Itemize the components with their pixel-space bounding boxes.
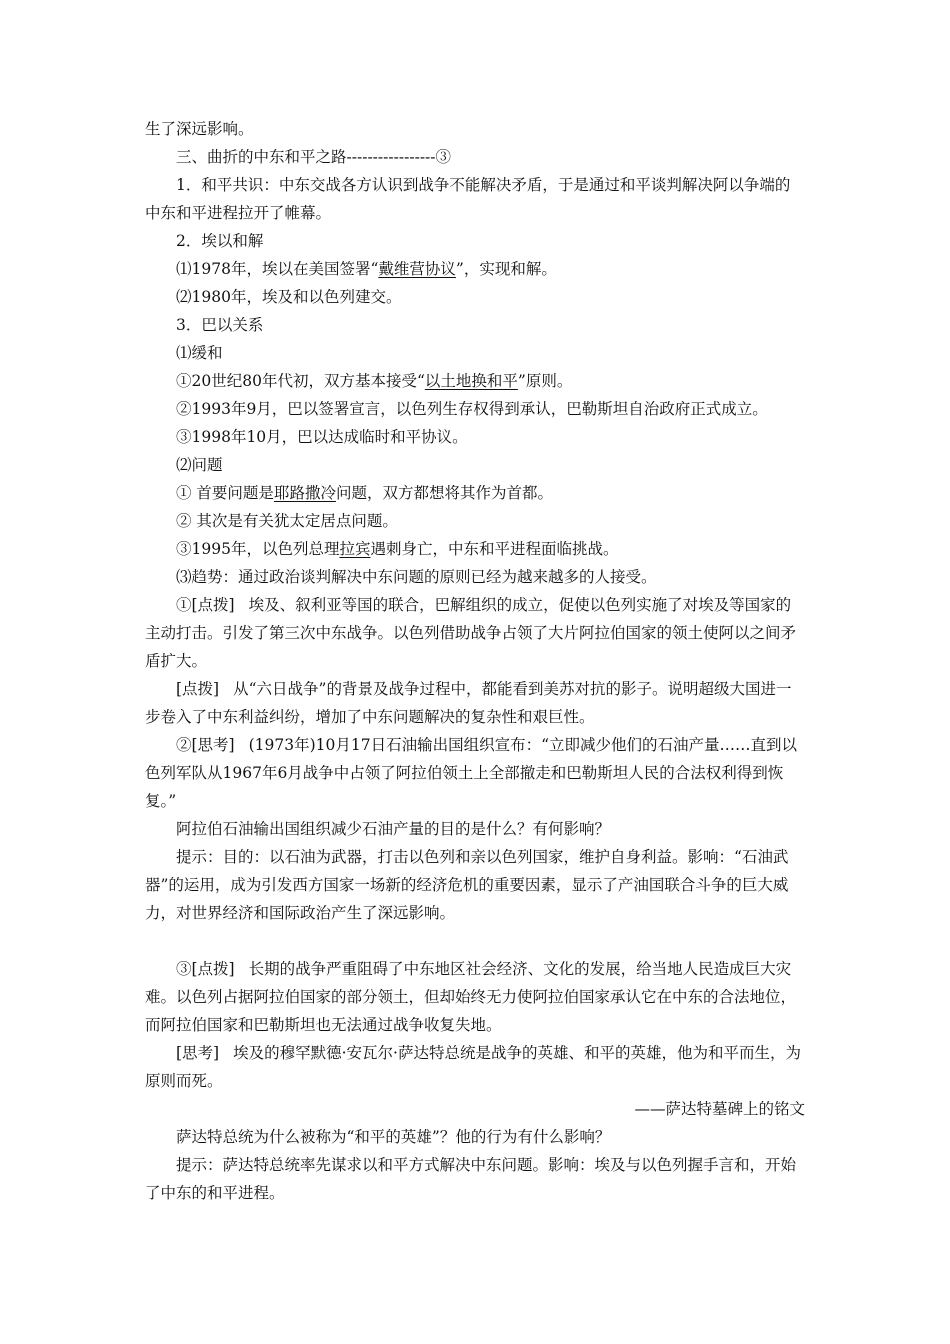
item-1993: ②1993年9月，巴以签署宣言，以色列生存权得到承认，巴勒斯坦自治政府正式成立。 <box>176 400 768 418</box>
note-think-2: [思考] 埃及的穆罕默德·安瓦尔·萨达特总统是战争的英雄、和平的英雄，他为和平而生，为原则而死。 <box>145 1044 801 1090</box>
underlined-term: 拉宾 <box>339 540 371 558</box>
item-jerusalem: ① 首要问题是耶路撒冷问题，双方都想将其作为首都。 <box>176 484 553 502</box>
heading-palestine-israel: 3．巴以关系 <box>176 316 264 334</box>
answer-2: 提示：萨达特总统率先谋求以和平方式解决中东问题。影响：埃及与以色列握手言和，开始了中东的和平进程。 <box>145 1156 797 1202</box>
section-heading: 三、曲折的中东和平之路-----------------③ <box>176 148 452 166</box>
paragraph-continuation: 生了深远影响。 <box>145 120 254 138</box>
subheading-problems: ⑵问题 <box>176 456 223 474</box>
item-settlements: ② 其次是有关犹太定居点问题。 <box>176 512 398 530</box>
note-pointer-1: ①[点拨] 埃及、叙利亚等国的联合，巴解组织的成立，促使以色列实施了对埃及等国家的主动打击。引发了第三次中东战争。以色列借助战争占领了大片阿拉伯国家的领土使阿以之间矛盾扩大。 <box>145 596 797 670</box>
underlined-term: 耶路撒冷 <box>273 484 336 502</box>
underlined-term: 以土地换和平 <box>424 372 518 390</box>
item-1995: ③1995年，以色列总理拉宾遇刺身亡，中东和平进程面临挑战。 <box>176 540 619 558</box>
underlined-term: 戴维营协议 <box>378 260 456 278</box>
item-1980: ⑵1980年，埃及和以色列建交。 <box>176 288 402 306</box>
document-page <box>145 115 805 1207</box>
answer-1: 提示：目的：以石油为武器，打击以色列和亲以色列国家，维护自身利益。影响：“石油武器”的运用，成为引发西方国家一场新的经济危机的重要因素，显示了产油国联合斗争的巨大威力，对世界经济和国际政治产生了深远影响。 <box>145 848 789 922</box>
item-1998: ③1998年10月，巴以达成临时和平协议。 <box>176 428 468 446</box>
item-land-for-peace: ①20世纪80年代初，双方基本接受“以土地换和平”原则。 <box>176 372 573 390</box>
note-pointer-2: [点拨] 从“六日战争”的背景及战争过程中，都能看到美苏对抗的影子。说明超级大国进一步卷入了中东利益纠纷，增加了中东问题解决的复杂性和艰巨性。 <box>145 680 792 726</box>
blank-line <box>145 927 805 955</box>
attribution: ——萨达特墓碑上的铭文 <box>634 1100 805 1118</box>
note-think-1: ②[思考] (1973年)10月17日石油输出国组织宣布：“立即减少他们的石油产量……直到以色列军队从1967年6月战争中占领了阿拉伯领土上全部撤走和巴勒斯坦人民的合法权利得到恢复。” <box>145 736 798 810</box>
heading-egypt-israel: 2．埃以和解 <box>176 232 264 250</box>
question-1: 阿拉伯石油输出国组织减少石油产量的目的是什么？有何影响？ <box>176 820 611 838</box>
subheading-easing: ⑴缓和 <box>176 344 223 362</box>
item-1978: ⑴1978年，埃以在美国签署“戴维营协议”，实现和解。 <box>176 260 557 278</box>
paragraph-peace-consensus: 1．和平共识：中东交战各方认识到战争不能解决矛盾，于是通过和平谈判解决阿以争端的中东和平进程拉开了帷幕。 <box>145 176 791 222</box>
note-pointer-3: ③[点拨] 长期的战争严重阻碍了中东地区社会经济、文化的发展，给当地人民造成巨大灾难。以色列占据阿拉伯国家的部分领土，但却始终无力使阿拉伯国家承认它在中东的合法地位，而阿拉伯国家和巴勒斯坦也无法通过战争收复失地。 <box>145 960 797 1034</box>
item-trend: ⑶趋势：通过政治谈判解决中东问题的原则已经为越来越多的人接受。 <box>176 568 657 586</box>
question-2: 萨达特总统为什么被称为“和平的英雄”？他的行为有什么影响？ <box>176 1128 611 1146</box>
